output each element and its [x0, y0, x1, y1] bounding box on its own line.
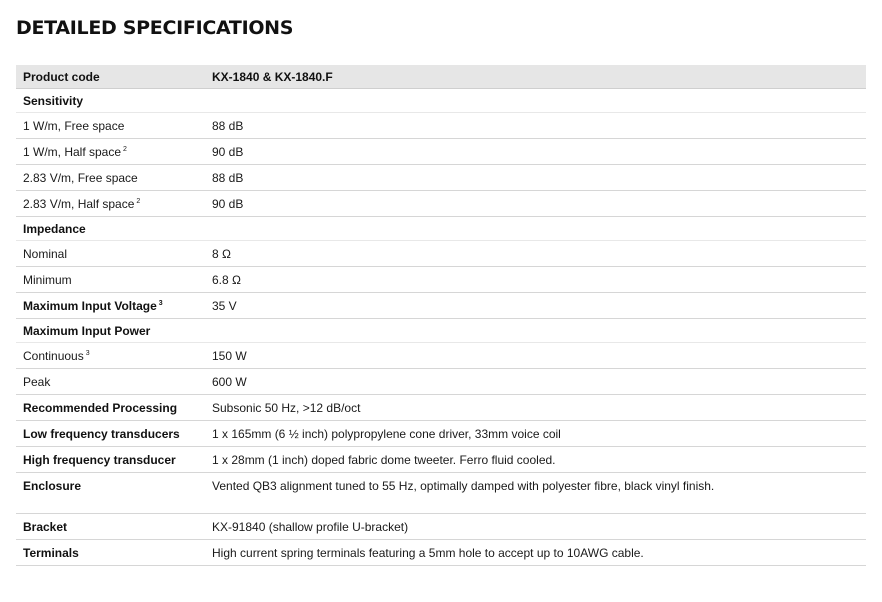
section-max-power: [16, 319, 866, 343]
row-label: 1 W/m, Half space $^2$: [23, 144, 127, 159]
section-heading: Impedance: [23, 221, 86, 236]
table-row: [16, 191, 866, 217]
table-row-max-voltage: [16, 293, 866, 319]
footnote-marker: 3: [85, 349, 90, 357]
row-value: 88 dB: [212, 170, 244, 185]
section-sensitivity: [16, 89, 866, 113]
row-value: 8 Ω: [212, 246, 231, 261]
row-label: Continuous $^3$: [23, 348, 90, 363]
row-label: 2.83 V/m, Half space $^2$: [23, 196, 141, 211]
row-value: High current spring terminals featuring a 5mm hole to accept up to 10AWG cable.: [212, 545, 644, 560]
table-row: [16, 139, 866, 165]
row-label: Peak: [23, 374, 51, 389]
row-value: 90 dB: [212, 144, 244, 159]
page-title: DETAILED SPECIFICATIONS: [16, 17, 294, 39]
table-row: [16, 165, 866, 191]
table-row: [16, 267, 866, 293]
footnote-marker: 2: [136, 197, 141, 205]
row-label: Maximum Input Voltage $^3$: [23, 298, 163, 313]
section-impedance: [16, 217, 866, 241]
row-label: 1 W/m, Free space: [23, 118, 125, 133]
table-row: [16, 540, 866, 566]
footnote-marker: 2: [123, 145, 127, 153]
row-label: Minimum: [23, 272, 72, 287]
row-value: Subsonic 50 Hz, >12 dB/oct: [212, 400, 361, 415]
product-code-value: KX-1840 & KX-1840.F: [212, 69, 333, 84]
row-value: 600 W: [212, 374, 247, 389]
row-value: KX-91840 (shallow profile U-bracket): [212, 519, 409, 534]
row-value: 35 V: [212, 298, 237, 313]
table-header-row: [16, 65, 866, 89]
table-row: [16, 369, 866, 395]
table-row: [16, 473, 866, 514]
row-label: Nominal: [23, 246, 68, 261]
row-value: 1 x 165mm (6 ½ inch) polypropylene cone driver, 33mm voice coil: [212, 426, 561, 441]
table-row: [16, 447, 866, 473]
row-value: 6.8 Ω: [212, 272, 241, 287]
table-row: [16, 241, 866, 267]
row-label: Low frequency transducers: [23, 426, 180, 441]
table-row: [16, 343, 866, 369]
row-value: 150 W: [212, 348, 247, 363]
row-value: Vented QB3 alignment tuned to 55 Hz, optimally damped with polyester fibre, black vinyl finish.: [212, 479, 715, 493]
table-row: [16, 514, 866, 540]
table-row: [16, 421, 866, 447]
footnote-marker: 3: [158, 299, 163, 307]
product-code-label: Product code: [23, 69, 100, 84]
spec-table: [16, 65, 866, 566]
section-heading: Sensitivity: [23, 93, 84, 108]
row-label: Bracket: [23, 519, 68, 534]
row-label: Terminals: [23, 545, 79, 560]
row-value: 1 x 28mm (1 inch) doped fabric dome tweeter. Ferro fluid cooled.: [212, 452, 556, 467]
row-label: High frequency transducer: [23, 452, 176, 467]
row-label: Recommended Processing: [23, 400, 178, 415]
row-value: 88 dB: [212, 118, 244, 133]
table-row: [16, 395, 866, 421]
section-heading: Maximum Input Power: [23, 323, 151, 338]
row-label: Enclosure: [23, 479, 82, 493]
row-label: 2.83 V/m, Free space: [23, 170, 138, 185]
row-value: 90 dB: [212, 196, 244, 211]
table-row: [16, 113, 866, 139]
